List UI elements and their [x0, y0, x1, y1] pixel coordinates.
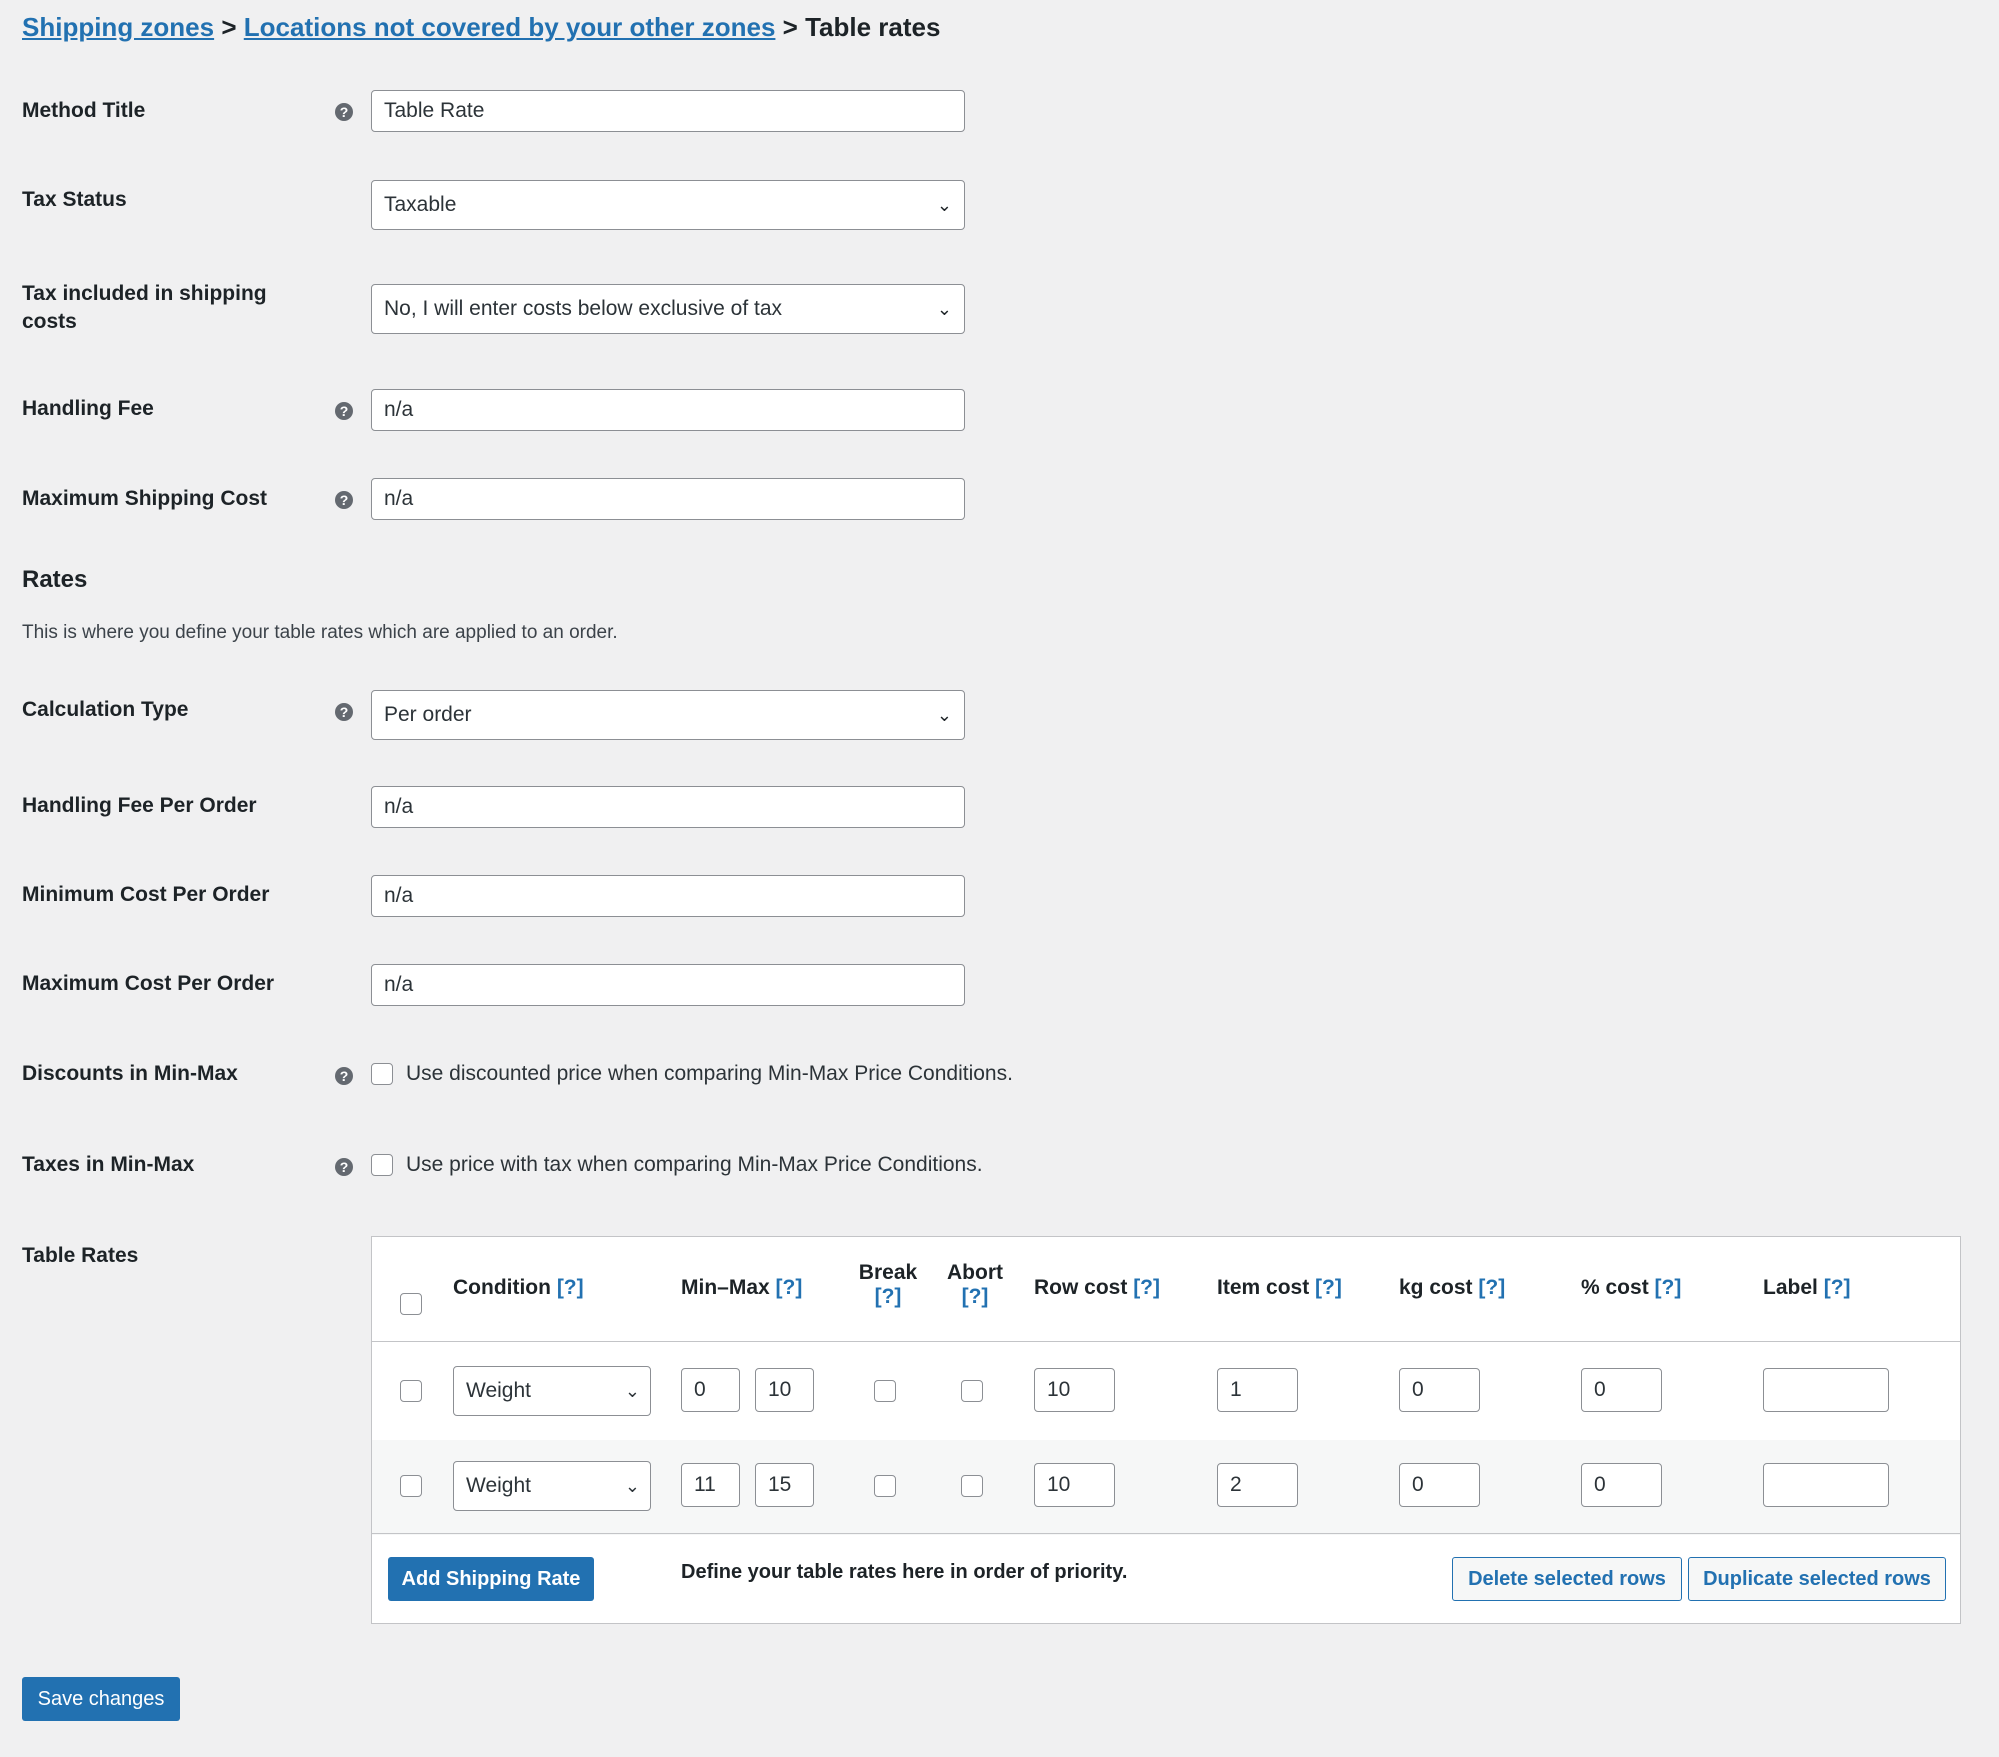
max-cost-per-order-input[interactable]: n/a — [371, 964, 965, 1006]
rates-section-description: This is where you define your table rates which are applied to an order. — [22, 622, 618, 643]
min-cost-per-order-label: Minimum Cost Per Order — [22, 883, 270, 906]
chevron-down-icon: ⌄ — [936, 195, 952, 215]
abort-checkbox[interactable] — [961, 1380, 983, 1402]
breadcrumb — [22, 12, 940, 43]
tax-included-label — [22, 280, 267, 336]
label-input[interactable] — [1763, 1368, 1889, 1412]
tax-status-label: Tax Status — [22, 188, 127, 211]
help-link[interactable]: [?] — [961, 1285, 989, 1308]
help-icon[interactable]: ? — [335, 402, 353, 420]
tax-included-label-line2: costs — [22, 310, 77, 333]
method-title-label: Method Title — [22, 99, 146, 122]
help-link[interactable]: [?] — [1315, 1276, 1342, 1299]
handling-fee-label: Handling Fee — [22, 397, 154, 420]
col-kg-cost — [1399, 1276, 1505, 1300]
row-cost-input[interactable]: 10 — [1034, 1463, 1115, 1507]
help-icon[interactable]: ? — [335, 103, 353, 121]
table-rates-hint: Define your table rates here in order of priority. — [681, 1561, 1128, 1583]
max-shipping-cost-input[interactable]: n/a — [371, 478, 965, 520]
breadcrumb-current: Table rates — [805, 12, 941, 42]
tax-included-value: No, I will enter costs below exclusive of tax — [384, 297, 782, 320]
pct-cost-input[interactable]: 0 — [1581, 1368, 1662, 1412]
break-checkbox[interactable] — [874, 1380, 896, 1402]
condition-select[interactable] — [453, 1366, 651, 1416]
col-item-cost — [1217, 1276, 1342, 1300]
handling-fee-per-order-label: Handling Fee Per Order — [22, 794, 257, 817]
tax-included-select[interactable] — [371, 284, 965, 334]
rates-section-title: Rates — [22, 566, 88, 593]
col-pct-cost-label: % cost — [1581, 1276, 1649, 1299]
save-changes-button[interactable]: Save changes — [22, 1677, 180, 1721]
min-cost-per-order-input[interactable]: n/a — [371, 875, 965, 917]
breadcrumb-link-shipping-zones[interactable]: Shipping zones — [22, 12, 215, 42]
chevron-down-icon: ⌄ — [624, 1381, 640, 1401]
delete-selected-rows-button[interactable]: Delete selected rows — [1452, 1557, 1682, 1601]
col-pct-cost — [1581, 1276, 1681, 1300]
col-kg-cost-label: kg cost — [1399, 1276, 1473, 1299]
table-rates-label: Table Rates — [22, 1244, 139, 1267]
min-input[interactable]: 0 — [681, 1368, 740, 1412]
discounts-minmax-text: Use discounted price when comparing Min-Max Price Conditions. — [406, 1062, 1013, 1085]
max-cost-per-order-label: Maximum Cost Per Order — [22, 972, 275, 995]
discounts-minmax-checkbox[interactable] — [371, 1063, 393, 1085]
chevron-down-icon: ⌄ — [936, 299, 952, 319]
col-abort — [945, 1261, 1005, 1309]
help-link[interactable]: [?] — [556, 1276, 584, 1299]
header-divider — [372, 1341, 1960, 1342]
help-link[interactable]: [?] — [874, 1285, 902, 1308]
max-input[interactable]: 15 — [755, 1463, 814, 1507]
col-break — [858, 1261, 918, 1309]
help-link[interactable]: [?] — [1133, 1276, 1161, 1299]
help-icon[interactable]: ? — [335, 1067, 353, 1085]
col-row-cost — [1034, 1276, 1160, 1300]
kg-cost-input[interactable]: 0 — [1399, 1463, 1480, 1507]
table-rates-grid — [371, 1236, 1961, 1624]
col-label — [1763, 1276, 1851, 1300]
col-break-label: Break — [858, 1261, 918, 1284]
break-checkbox[interactable] — [874, 1475, 896, 1497]
chevron-down-icon: ⌄ — [936, 705, 952, 725]
help-link[interactable]: [?] — [1823, 1276, 1851, 1299]
select-all-checkbox[interactable] — [400, 1293, 422, 1315]
row-select-checkbox[interactable] — [400, 1380, 422, 1402]
calculation-type-select[interactable] — [371, 690, 965, 740]
calculation-type-label: Calculation Type — [22, 698, 189, 721]
tax-status-select[interactable] — [371, 180, 965, 230]
chevron-down-icon: ⌄ — [624, 1476, 640, 1496]
condition-select[interactable] — [453, 1461, 651, 1511]
tax-included-label-line1: Tax included in shipping — [22, 282, 267, 305]
help-link[interactable]: [?] — [1478, 1276, 1506, 1299]
col-condition — [453, 1276, 584, 1300]
col-row-cost-label: Row cost — [1034, 1276, 1128, 1299]
breadcrumb-separator: > — [221, 12, 237, 42]
method-title-input[interactable]: Table Rate — [371, 90, 965, 132]
item-cost-input[interactable]: 1 — [1217, 1368, 1298, 1412]
col-item-cost-label: Item cost — [1217, 1276, 1310, 1299]
help-link[interactable]: [?] — [1654, 1276, 1682, 1299]
calculation-type-value: Per order — [384, 703, 472, 726]
col-minmax — [681, 1276, 802, 1300]
col-label-label: Label — [1763, 1276, 1818, 1299]
taxes-minmax-text: Use price with tax when comparing Min-Max Price Conditions. — [406, 1153, 983, 1176]
pct-cost-input[interactable]: 0 — [1581, 1463, 1662, 1507]
max-input[interactable]: 10 — [755, 1368, 814, 1412]
condition-value: Weight — [466, 1474, 531, 1497]
taxes-minmax-checkbox[interactable] — [371, 1154, 393, 1176]
label-input[interactable] — [1763, 1463, 1889, 1507]
item-cost-input[interactable]: 2 — [1217, 1463, 1298, 1507]
taxes-minmax-label: Taxes in Min-Max — [22, 1153, 195, 1176]
help-link[interactable]: [?] — [775, 1276, 803, 1299]
row-select-checkbox[interactable] — [400, 1475, 422, 1497]
handling-fee-per-order-input[interactable]: n/a — [371, 786, 965, 828]
col-minmax-label: Min–Max — [681, 1276, 770, 1299]
row-cost-input[interactable]: 10 — [1034, 1368, 1115, 1412]
help-icon[interactable]: ? — [335, 491, 353, 509]
col-abort-label: Abort — [947, 1261, 1003, 1284]
min-input[interactable]: 11 — [681, 1463, 740, 1507]
help-icon[interactable]: ? — [335, 703, 353, 721]
tax-status-value: Taxable — [384, 193, 457, 216]
duplicate-selected-rows-button[interactable]: Duplicate selected rows — [1688, 1557, 1946, 1601]
footer-divider — [372, 1533, 1960, 1534]
discounts-minmax-label: Discounts in Min-Max — [22, 1062, 238, 1085]
add-shipping-rate-button[interactable]: Add Shipping Rate — [388, 1557, 594, 1601]
kg-cost-input[interactable]: 0 — [1399, 1368, 1480, 1412]
abort-checkbox[interactable] — [961, 1475, 983, 1497]
help-icon[interactable]: ? — [335, 1158, 353, 1176]
breadcrumb-separator: > — [782, 12, 798, 42]
max-shipping-cost-label: Maximum Shipping Cost — [22, 487, 268, 510]
condition-value: Weight — [466, 1379, 531, 1402]
handling-fee-input[interactable]: n/a — [371, 389, 965, 431]
col-condition-label: Condition — [453, 1276, 551, 1299]
breadcrumb-link-zone[interactable]: Locations not covered by your other zones — [243, 12, 776, 42]
